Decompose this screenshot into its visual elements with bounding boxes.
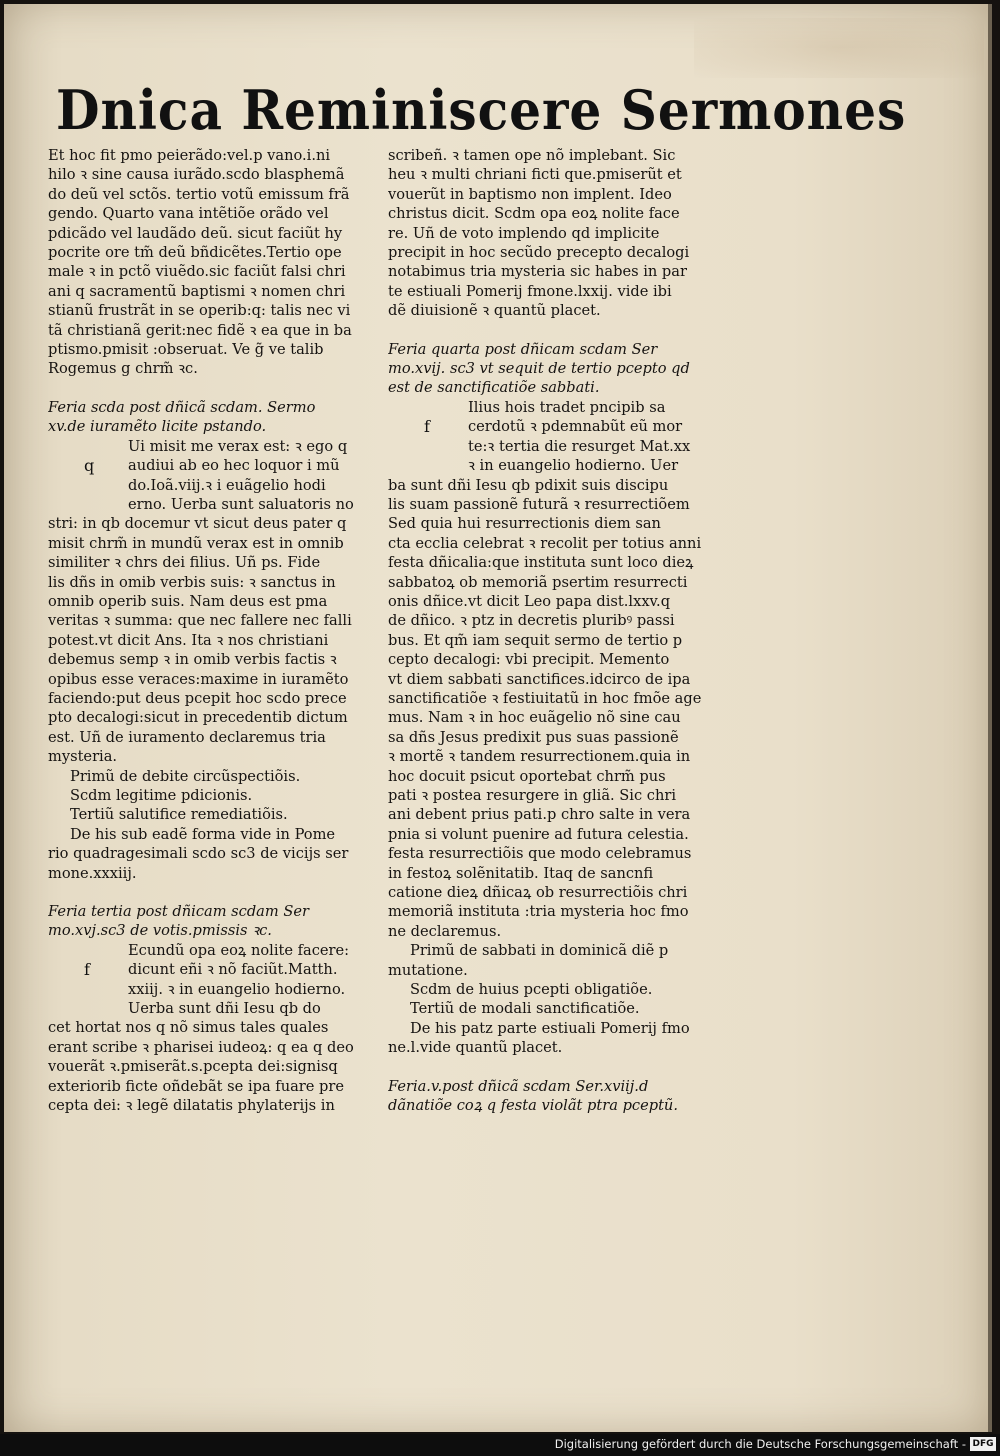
text-line: xv.de iuramẽto licite pstando. [48, 418, 267, 436]
text-line: gendo. Quarto vana intẽtiõe orãdo vel [48, 205, 329, 223]
text-line: Tertiũ salutifice remediatiõis. [70, 806, 288, 824]
text-line: dẽ diuisionẽ ꝛ quantũ placet. [388, 302, 601, 320]
footer-bar [0, 1434, 1000, 1456]
drop-initial-guide: q [84, 456, 95, 476]
text-line: Tertiũ de modali sanctificatiõe. [410, 1000, 640, 1018]
text-line: vouerãt ꝛ.pmiserãt.s.pcepta dei:signisq [48, 1058, 338, 1076]
text-line: ne.l.vide quantũ placet. [388, 1039, 563, 1057]
text-line: christus dicit. Scdm opa eoꝝ nolite face [388, 205, 680, 223]
text-line: audiui ab eo hec loquor i mũ q [84, 456, 340, 476]
dfg-logo: DFG [970, 1437, 996, 1451]
drop-initial-guide: f [84, 960, 90, 980]
text-line: Ilius hois tradet pncipib sa [468, 398, 666, 416]
text-line: Et hoc fit pmo peierãdo:vel.p vano.i.ni [48, 147, 331, 164]
funding-credit: Digitalisierung gefördert durch die Deutsche Forschungsgemeinschaft - [554, 1437, 966, 1451]
text-line: cta ecclia celebrat ꝛ recolit per totius anni [388, 534, 702, 552]
text-line: cepta dei: ꝛ legẽ dilatatis phylaterijs in [48, 1097, 335, 1115]
text-line: Rogemus g chrm̃ ꝛc. [48, 360, 198, 378]
text-line: Feria tertia post dñicam scdam Ser [48, 903, 309, 921]
text-line: misit chrm̃ in mundũ verax est in omnib [48, 534, 344, 552]
text-line: Primũ de debite circũspectiõis. [70, 767, 301, 785]
text-line: est de sanctificatiõe sabbati. [388, 379, 600, 397]
text-line: sabbatoꝝ ob memoriã psertim resurrecti [388, 573, 688, 591]
text-line: scribeñ. ꝛ tamen ope nõ implebant. Sic [388, 147, 676, 164]
text-line: De his sub eadẽ forma vide in Pome [70, 825, 336, 843]
text-line: ꝛ mortẽ ꝛ tandem resurrectionem.quia in [388, 748, 691, 766]
text-line: mone.xxxiij. [48, 864, 137, 882]
text-line: festa dñicalia:que instituta sunt loco dieꝝ [388, 554, 694, 572]
text-line: mo.xvj.sc3 de votis.pmissis ꝛc. [48, 922, 272, 940]
text-line: debemus semp ꝛ in omib verbis factis ꝛ [48, 651, 337, 669]
text-line [388, 1058, 724, 1077]
text-line: in festoꝝ solẽnitatib. Itaq de sancnfi [388, 864, 654, 882]
text-line: heu ꝛ multi chriani ficti que.pmiserũt et [388, 166, 682, 184]
text-line: notabimus tria mysteria sic habes in par [388, 263, 687, 281]
text-line: bus. Et qm̃ iam sequit sermo de tertio p [388, 631, 683, 649]
text-line: cet hortat nos q nõ simus tales quales [48, 1019, 329, 1037]
text-line [388, 321, 724, 340]
text-line: de dñico. ꝛ ptz in decretis pluribꝰ passi [388, 612, 675, 630]
running-head: Dnica Reminiscere Sermones [56, 78, 907, 142]
text-line: Scdm legitime pdicionis. [70, 787, 253, 804]
text-line: mo.xvij. sc3 vt sequit de tertio pcepto qd [388, 360, 690, 378]
text-line: pocrite ore tm̃ deũ bñdicẽtes.Tertio ope [48, 244, 342, 262]
text-line: mus. Nam ꝛ in hoc euãgelio nõ sine cau [388, 709, 681, 727]
right-text-column [388, 146, 724, 1116]
drop-initial-guide: f [424, 417, 430, 437]
paper-stain [694, 18, 984, 78]
text-line [48, 883, 378, 902]
text-line: festa resurrectiõis que modo celebramus [388, 845, 692, 863]
text-line: similiter ꝛ chrs dei filius. Uñ ps. Fide [48, 554, 321, 572]
text-line: lis suam passionẽ futurã ꝛ resurrectiõem [388, 495, 690, 513]
text-line: Feria scda post dñicã scdam. Sermo [48, 398, 316, 416]
text-line: vt diem sabbati sanctifices.idcirco de ipa [388, 670, 691, 688]
text-line: ba sunt dñi Iesu qb pdixit suis discipu [388, 476, 669, 494]
text-line: sanctificatiõe ꝛ festiuitatũ in hoc fmõe age [388, 689, 702, 707]
left-text-column [48, 146, 378, 1116]
text-line: opibus esse veraces:maxime in iuramẽto [48, 670, 349, 688]
text-line: Scdm de huius pcepti obligatiõe. [410, 981, 653, 999]
text-line: stri: in qb docemur vt sicut deus pater q [48, 515, 347, 533]
text-line: Ui misit me verax est: ꝛ ego q [128, 437, 348, 455]
text-line: cerdotũ ꝛ pdemnabũt eũ mor f [424, 417, 683, 437]
text-line: ne declaremus. [388, 922, 502, 940]
text-line: dãnatiõe coꝝ q festa violãt ptra pceptũ. [388, 1097, 678, 1115]
text-line: sa dñs Jesus predixit pus suas passionẽ [388, 728, 679, 746]
text-line: lis dñs in omib verbis suis: ꝛ sanctus in [48, 573, 336, 591]
text-line: onis dñice.vt dicit Leo papa dist.lxxv.q [388, 592, 671, 610]
text-line: cepto decalogi: vbi precipit. Memento [388, 651, 670, 669]
text-line: mutatione. [388, 961, 468, 979]
text-line: veritas ꝛ summa: que nec fallere nec falli [48, 612, 352, 630]
text-line: rio quadragesimali scdo sc3 de vicijs ser [48, 845, 349, 863]
text-line: Feria quarta post dñicam scdam Ser [388, 340, 658, 358]
text-line: te estiuali Pomerij fmone.lxxij. vide ibi [388, 282, 672, 300]
text-line: xxiij. ꝛ in euangelio hodierno. [128, 980, 346, 998]
text-line: do deũ vel sctõs. tertio votũ emissum frã [48, 185, 350, 203]
text-line: Ecundũ opa eoꝝ nolite facere: [128, 941, 350, 959]
text-line: pdicãdo vel laudãdo deũ. sicut faciũt hy [48, 224, 343, 242]
text-line: Primũ de sabbati in dominicã diẽ p [410, 942, 669, 960]
text-line: erant scribe ꝛ pharisei iudeoꝝ: q ea q deo [48, 1038, 354, 1056]
text-line: ani debent prius pati.p chro salte in vera [388, 806, 691, 824]
text-line: est. Uñ de iuramento declaremus tria [48, 728, 326, 746]
text-line: pnia si volunt puenire ad futura celestia. [388, 825, 689, 843]
text-line: re. Uñ de voto implendo qd implicite [388, 224, 660, 242]
text-line: dicunt eñi ꝛ nõ faciũt.Matth. f [84, 960, 338, 980]
text-line: faciendo:put deus pcepit hoc scdo prece [48, 689, 347, 707]
text-line: potest.vt dicit Ans. Ita ꝛ nos christiani [48, 631, 329, 649]
text-line: exteriorib ficte oñdebãt se ipa fuare pre [48, 1077, 345, 1095]
text-line: pto decalogi:sicut in precedentib dictum [48, 709, 348, 727]
text-line: hoc docuit psicut oportebat chrm̃ pus [388, 767, 666, 785]
text-line: male ꝛ in pctõ viuẽdo.sic faciũt falsi chri [48, 263, 346, 281]
text-line: catione dieꝝ dñicaꝝ ob resurrectiõis chri [388, 884, 688, 902]
text-line [48, 379, 378, 398]
text-line: tã christianã gerit:nec fidẽ ꝛ ea que in ba [48, 321, 352, 339]
text-line: De his patz parte estiuali Pomerij fmo [410, 1019, 690, 1037]
text-line: Sed quia hui resurrectionis diem san [388, 515, 661, 533]
text-line: pati ꝛ postea resurgere in gliã. Sic chri [388, 787, 676, 804]
text-line: precipit in hoc secũdo precepto decalogi [388, 244, 690, 262]
text-line: te:ꝛ tertia die resurget Mat.xx [468, 437, 691, 455]
text-line: stianũ frustrãt in se operib:q: talis nec vi [48, 302, 351, 320]
text-line: ꝛ in euangelio hodierno. Uer [468, 457, 679, 475]
text-line: erno. Uerba sunt saluatoris no [128, 495, 354, 513]
text-line: ani q sacramentũ baptismi ꝛ nomen chri [48, 282, 346, 300]
text-line: ptismo.pmisit :obseruat. Ve g̃ ve talib [48, 341, 324, 359]
text-line: vouerũt in baptismo non implent. Ideo [388, 185, 672, 203]
text-line: do.Ioã.viij.ꝛ i euãgelio hodi [128, 476, 326, 494]
text-line: memoriã instituta :tria mysteria hoc fmo [388, 903, 689, 921]
text-line: mysteria. [48, 748, 118, 766]
text-line: omnib operib suis. Nam deus est pma [48, 592, 328, 610]
text-line: Feria.v.post dñicã scdam Ser.xviij.d [388, 1077, 649, 1095]
text-line: Uerba sunt dñi Iesu qb do [128, 1000, 321, 1018]
text-line: hilo ꝛ sine causa iurãdo.scdo blasphemã [48, 166, 345, 184]
